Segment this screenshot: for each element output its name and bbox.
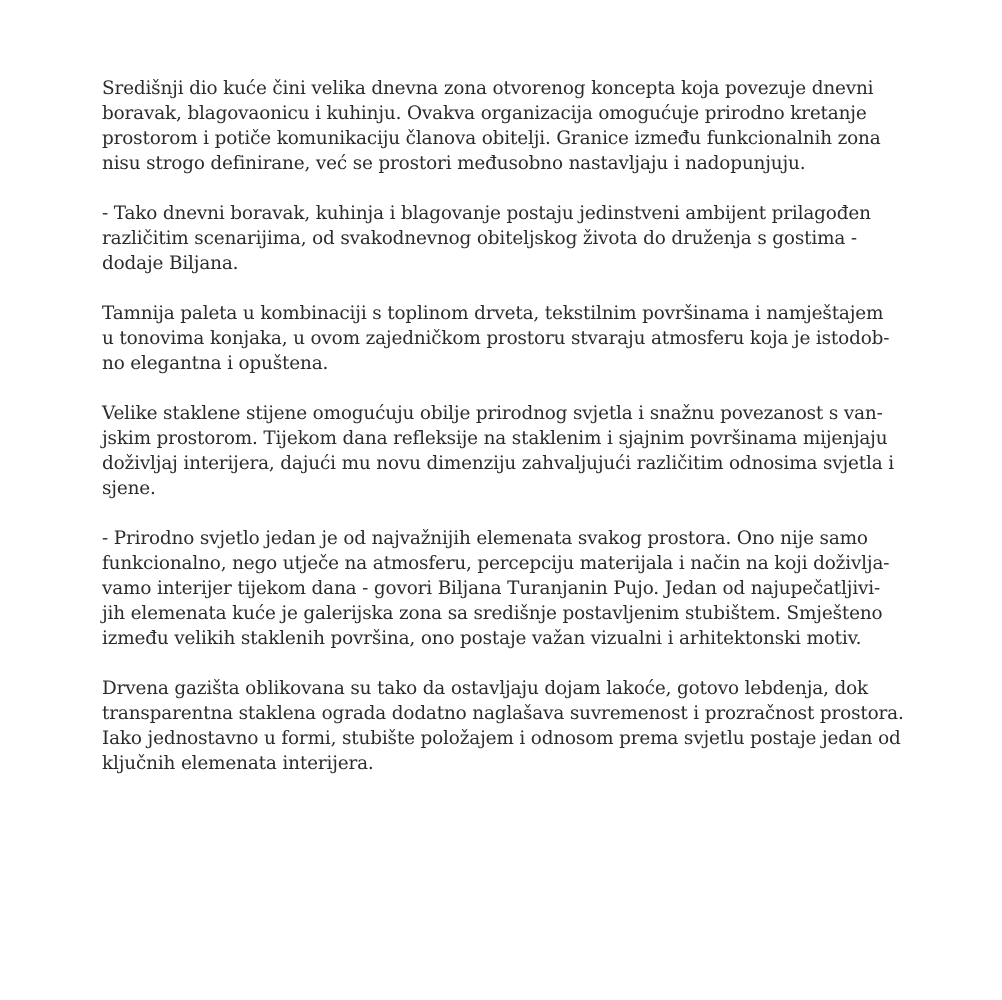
text-line: nisu strogo definirane, već se prostori međusobno nastavljaju i nadopunjuju.	[102, 153, 806, 174]
text-line: Iako jednostavno u formi, stubište položajem i odnosom prema svjetlu postaje jedan od	[102, 728, 901, 749]
text-line: Velike staklene stijene omogućuju obilje prirodnog svjetla i snažnu povezanost s van-	[102, 403, 883, 424]
text-line: - Tako dnevni boravak, kuhinja i blagovanje postaju jedinstveni ambijent prilagođen	[102, 203, 871, 224]
paragraph-quote	[102, 526, 922, 651]
text-line: Drvena gazišta oblikovana su tako da ostavljaju dojam lakoće, gotovo lebdenja, dok	[102, 678, 868, 699]
text-line: no elegantna i opuštena.	[102, 353, 329, 374]
text-line: prostorom i potiče komunikaciju članova obitelji. Granice između funkcionalnih zona	[102, 128, 881, 149]
text-line: dodaje Biljana.	[102, 253, 239, 274]
text-line: vamo interijer tijekom dana - govori Biljana Turanjanin Pujo. Jedan od najupečatljivi-	[102, 578, 881, 599]
text-line: doživljaj interijera, dajući mu novu dimenziju zahvaljujući različitim odnosima svjetla i	[102, 453, 894, 474]
paragraph	[102, 676, 922, 776]
paragraph	[102, 401, 922, 501]
text-line: Središnji dio kuće čini velika dnevna zona otvorenog koncepta koja povezuje dnevni	[102, 78, 874, 99]
text-line: jih elemenata kuće je galerijska zona sa središnje postavljenim stubištem. Smješteno	[102, 603, 883, 624]
text-line: - Prirodno svjetlo jedan je od najvažnijih elemenata svakog prostora. Ono nije samo	[102, 528, 868, 549]
text-line: sjene.	[102, 478, 156, 499]
text-line: različitim scenarijima, od svakodnevnog obiteljskog života do druženja s gostima -	[102, 228, 857, 249]
paragraph	[102, 76, 922, 176]
article-body	[102, 76, 922, 801]
text-line: Tamnija paleta u kombinaciji s toplinom drveta, tekstilnim površinama i namještajem	[102, 303, 884, 324]
text-line: funkcionalno, nego utječe na atmosferu, percepciju materijala i način na koji doživlja-	[102, 553, 890, 574]
paragraph-quote	[102, 201, 922, 276]
text-line: transparentna staklena ograda dodatno naglašava suvremenost i prozračnost prostora.	[102, 703, 904, 724]
text-line: ključnih elemenata interijera.	[102, 753, 374, 774]
text-line: između velikih staklenih površina, ono postaje važan vizualni i arhitektonski motiv.	[102, 628, 862, 649]
text-line: boravak, blagovaonicu i kuhinju. Ovakva organizacija omogućuje prirodno kretanje	[102, 103, 867, 124]
text-line: jskim prostorom. Tijekom dana refleksije na staklenim i sjajnim površinama mijenjaju	[102, 428, 888, 449]
text-line: u tonovima konjaka, u ovom zajedničkom prostoru stvaraju atmosferu koja je istodob-	[102, 328, 890, 349]
paragraph	[102, 301, 922, 376]
